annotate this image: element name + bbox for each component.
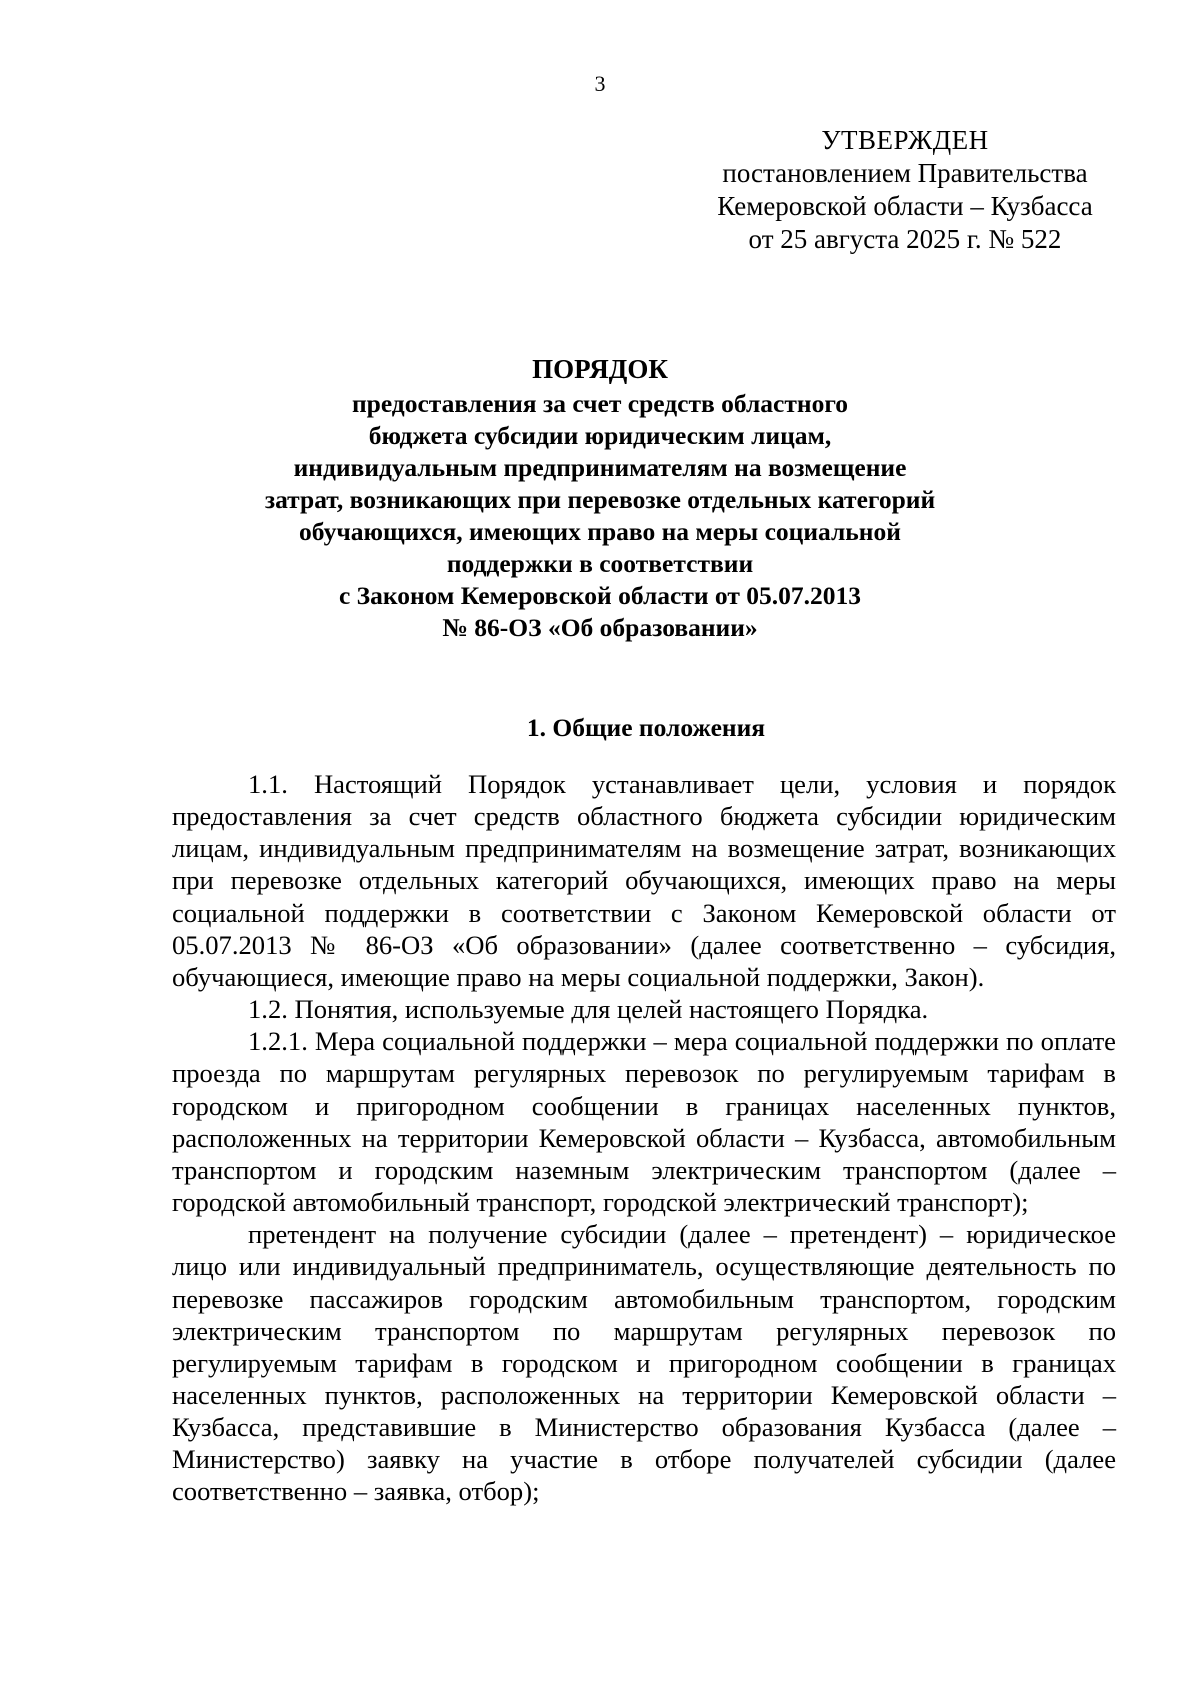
title-line: бюджета субсидии юридическим лицам, [368,421,832,450]
title-line: индивидуальным предпринимателям на возмещение [293,453,907,482]
approval-date-number: от 25 августа 2025 г. № 522 [748,224,1062,254]
paragraph: 1.1. Настоящий Порядок устанавливает цели, условия и порядок предоставления за счет средств областного бюджета субсидии юридическим лицам, индивидуальным предпринимателям на возмещение затрат, возникающих при перевозке отдельных категорий обучающихся, имеющих право на меры социальной поддержки в соответствии с Законом Кемеровской области от 05.07.2013 № 86-ОЗ «Об образовании» (далее соответственно – субсидия, обучающиеся, имеющие право на меры социальной поддержки, Закон). [172,769,1116,992]
paragraph: претендент на получение субсидии (далее – претендент) – юридическое лицо или индивидуальный предприниматель, осуществляющие деятельность по перевозке пассажиров городским автомобильным транспортом, городским электрическим транспортом по маршрутам регулярных перевозок по регулируемым тарифам в городском и пригородном сообщении в границах населенных пунктов, расположенных на территории Кемеровской области – Кузбасса, представившие в Министерство образования Кузбасса (далее – Министерство) заявку на участие в отборе получателей субсидии (далее соответственно – заявка, отбор); [172,1219,1116,1507]
approval-stamp-block [690,124,1120,256]
title-line: поддержки в соответствии [446,549,754,578]
document-title [220,352,980,644]
title-line: затрат, возникающих при перевозке отдельных категорий [264,485,936,514]
paragraph: 1.2. Понятия, используемые для целей настоящего Порядка. [248,994,929,1025]
title-line: предоставления за счет средств областного [351,389,849,418]
title-line: обучающихся, имеющих право на меры социальной [299,517,901,546]
page-number: 3 [594,71,606,96]
paragraph: 1.2.1. Мера социальной поддержки – мера социальной поддержки по оплате проезда по маршрутам регулярных перевозок по регулируемым тарифам в городском и пригородном сообщении в границах населенных пунктов, расположенных на территории Кемеровской области – Кузбасса, автомобильным транспортом и городским наземным электрическим транспортом (далее – городской автомобильный транспорт, городской электрический транспорт); [172,1026,1116,1218]
section-heading: 1. Общие положения [526,713,766,742]
title-line: с Законом Кемеровской области от 05.07.2013 [338,581,861,610]
approval-line: Кемеровской области – Кузбасса [717,191,1093,221]
approval-heading: УТВЕРЖДЕН [821,125,989,155]
title-line: № 86-ОЗ «Об образовании» [442,613,758,642]
approval-line: постановлением Правительства [722,158,1088,188]
section-body [172,768,1116,1508]
title-main: ПОРЯДОК [532,354,668,384]
